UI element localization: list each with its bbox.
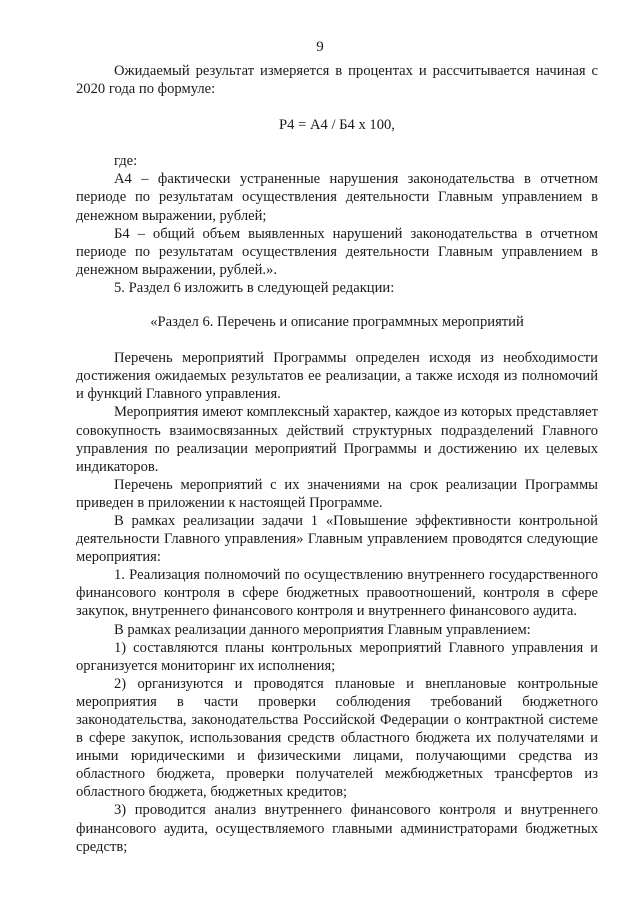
paragraph-expected-result: Ожидаемый результат измеряется в процентах и рассчитывается начиная с 2020 года по формуле: [76,63,598,98]
subitem-2: 2) организуются и проводятся плановые и внеплановые контрольные мероприятия в части проверки соблюдения требований бюджетного законодательства, законодательства Российской Федерации о контрактной системе в сфере закупок, использования средств областного бюджета их получателями и иными юридическими и физическими лицами, получающими средства из областного бюджета, проверки получателей межбюджетных трансфертов из областного бюджета, бюджетных кредитов; [76,675,598,801]
subitem-1: 1) составляются планы контрольных мероприятий Главного управления и организуется мониторинг их исполнения; [76,639,598,674]
paragraph-measure-1: 1. Реализация полномочий по осуществлению внутреннего государственного финансового контроля в сфере бюджетных правоотношений, контроля в сфере закупок, внутреннего финансового контроля и внутреннего финансового аудита. [76,567,598,620]
paragraph-within-measure: В рамках реализации данного мероприятия Главным управлением: [114,621,531,638]
formula: Р4 = А4 / Б4 х 100, [279,117,395,134]
formula-where-label: где: [114,153,138,170]
definition-b4: Б4 – общий объем выявленных нарушений законодательства в отчетном периоде по результатам осуществления деятельности Главным управлением в денежном выражении, рублей.». [76,225,598,278]
subitem-3: 3) проводится анализ внутреннего финансового контроля и внутреннего финансового аудита, осуществляемого главными администраторами бюджетных средств; [76,802,598,855]
section-heading: «Раздел 6. Перечень и описание программных мероприятий [150,314,524,331]
paragraph-appendix-reference: Перечень мероприятий с их значениями на срок реализации Программы приведен в приложении к настоящей Программе. [76,476,598,511]
paragraph-measures-list: Перечень мероприятий Программы определен исходя из необходимости достижения ожидаемых результатов ее реализации, а также исходя из полномочий и функций Главного управления. [76,350,598,403]
paragraph-complex-nature: Мероприятия имеют комплексный характер, каждое из которых представляет совокупность взаимосвязанных действий структурных подразделений Главного управления по реализации мероприятий Программы и достижению их целевых индикаторов. [76,404,598,475]
amendment-item-5: 5. Раздел 6 изложить в следующей редакции: [114,279,395,296]
page-number: 9 [316,39,324,55]
document-body [76,62,598,856]
definition-a4: А4 – фактически устраненные нарушения законодательства в отчетном периоде по результатам осуществления деятельности Главным управлением в денежном выражении, рублей; [76,171,598,224]
paragraph-task-1: В рамках реализации задачи 1 «Повышение эффективности контрольной деятельности Главного управления» Главным управлением проводятся следующие мероприятия: [76,512,598,566]
